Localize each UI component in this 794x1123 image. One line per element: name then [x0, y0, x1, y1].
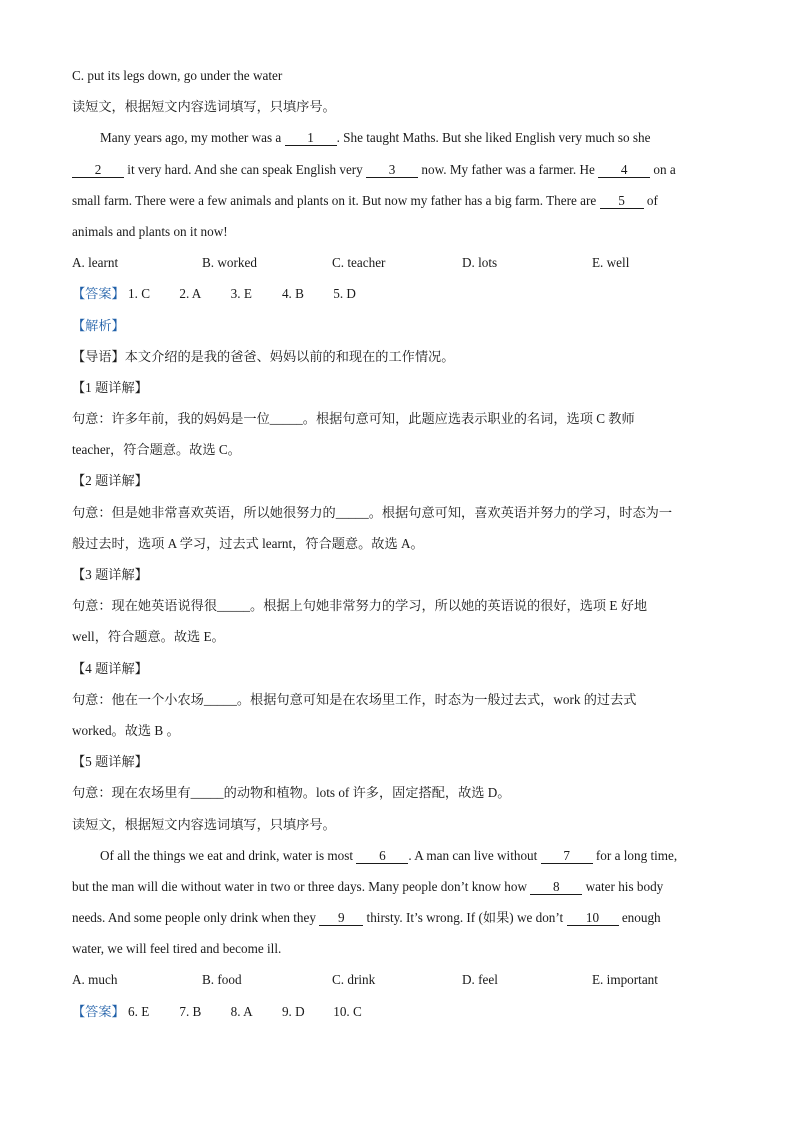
previous-question-option: C. put its legs down, go under the water: [72, 68, 283, 83]
blank-7: 7: [541, 849, 593, 864]
detail-1-text: 句意：许多年前，我的妈妈是一位_____。根据句意可知，此题应选表示职业的名词，选项 C 教师: [72, 411, 635, 427]
option-a: A. learnt: [72, 255, 119, 271]
passage2-line-3: needs. And some people only drink when they 9 thirsty. It’s wrong. If (如果) we don’t 10 enough: [72, 910, 661, 926]
guide-tag: 【导语】: [72, 348, 125, 364]
passage2-line-4: water, we will feel tired and become ill.: [72, 941, 282, 957]
section1-answer: [72, 278, 712, 309]
answer-tag: 【答案】: [72, 1003, 125, 1019]
answer-item: 6. E: [128, 1003, 150, 1019]
blank-6: 6: [356, 849, 408, 864]
blank-10: 10: [567, 911, 619, 926]
detail-5-tag: 【5 题详解】: [72, 754, 148, 770]
blank-5: 5: [600, 194, 644, 209]
answer-item: 9. D: [281, 1003, 305, 1019]
detail-2-tag: 【2 题详解】: [72, 473, 148, 489]
detail-1-text: teacher，符合题意。故选 C。: [72, 442, 241, 458]
detail-4-text: worked。故选 B 。: [72, 722, 180, 738]
section1-instruction: 读短文，根据短文内容选词填写，只填序号。: [72, 99, 336, 115]
answer-item: 5. D: [333, 286, 356, 302]
detail-2-text: 句意：但是她非常喜欢英语，所以她很努力的_____。根据句意可知，喜欢英语并努力的学习，时态为一: [72, 504, 673, 520]
detail-1-tag: 【1 题详解】: [72, 379, 148, 395]
blank-9: 9: [319, 911, 363, 926]
passage1-line-4: animals and plants on it now!: [72, 223, 228, 239]
option-d: D. lots: [462, 255, 498, 271]
answer-tag: 【答案】: [72, 286, 125, 302]
detail-3-tag: 【3 题详解】: [72, 567, 148, 582]
blank-8: 8: [530, 880, 582, 895]
analysis-tag: 【解析】: [72, 317, 125, 333]
option-b: B. food: [202, 972, 242, 988]
passage2-line-1: Of all the things we eat and drink, water is most 6 . A man can live without 7 for a long time,: [100, 847, 678, 863]
option-c: C. drink: [332, 972, 376, 988]
detail-4-text: 句意：他在一个小农场_____。根据句意可知是在农场里工作，时态为一般过去式，work 的过去式: [72, 691, 637, 707]
document-page: [72, 60, 712, 1027]
blank-4: 4: [598, 163, 650, 178]
detail-3-text: well，符合题意。故选 E。: [72, 629, 225, 645]
option-e: E. important: [592, 972, 658, 988]
option-e: E. well: [592, 255, 630, 271]
answer-item: 7. B: [179, 1003, 202, 1019]
answer-item: 1. C: [128, 286, 151, 302]
option-a: A. much: [72, 972, 118, 988]
answer-item: 8. A: [230, 1003, 253, 1019]
passage1-line-2: 2 it very hard. And she can speak English very 3 now. My father was a farmer. He 4 on a: [72, 154, 712, 185]
passage1-line-3: small farm. There were a few animals and plants on it. But now my father has a big farm. There are 5 of: [72, 192, 658, 208]
section1-options: [72, 247, 712, 278]
guide-text: 本文介绍的是我的爸爸、妈妈以前的和现在的工作情况。: [124, 348, 455, 364]
answer-item: 2. A: [179, 286, 202, 302]
answer-item: 10. C: [333, 1003, 362, 1019]
detail-2-text: 般过去时，选项 A 学习，过去式 learnt，符合题意。故选 A。: [72, 535, 424, 551]
section2-options: [72, 964, 712, 995]
detail-3-text: 句意：现在她英语说得很_____。根据上句她非常努力的学习，所以她的英语说的很好，选项 E 好地: [72, 598, 648, 614]
section2-instruction: 读短文，根据短文内容选词填写，只填序号。: [72, 816, 336, 832]
option-d: D. feel: [462, 972, 498, 988]
guide-line: [72, 341, 712, 372]
answer-item: 3. E: [230, 286, 252, 302]
blank-3: 3: [366, 163, 418, 178]
blank-1: 1: [285, 131, 337, 146]
passage2-line-2: but the man will die without water in two or three days. Many people don’t know how 8 water his body: [72, 878, 664, 894]
option-c: C. teacher: [332, 255, 386, 271]
blank-2: 2: [72, 163, 124, 178]
detail-4-tag: 【4 题详解】: [72, 660, 148, 676]
option-b: B. worked: [202, 255, 257, 271]
passage1-line-1: Many years ago, my mother was a 1 . She taught Maths. But she liked English very much so she: [100, 130, 651, 146]
section2-answer: [72, 996, 712, 1027]
answer-item: 4. B: [281, 286, 304, 302]
detail-5-text: 句意：现在农场里有_____的动物和植物。lots of 许多，固定搭配，故选 D。: [72, 785, 511, 801]
